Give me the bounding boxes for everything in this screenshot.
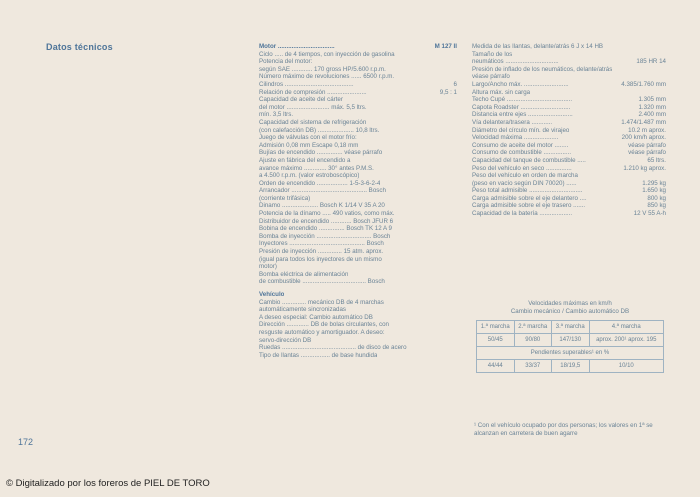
spec-value: [664, 89, 666, 97]
spec-label: Capacidad del tanque de combustible .....: [472, 156, 586, 164]
spec-value: [455, 306, 457, 314]
spec-value: véase párrafo: [628, 149, 666, 157]
gear-2-header: 2.ª marcha: [514, 321, 552, 334]
spec-label: Consumo de combustible ................: [472, 149, 572, 157]
speed-values-row: [477, 334, 664, 347]
spec-value: [455, 240, 457, 248]
spec-row: [259, 157, 457, 165]
spec-label: Techo Cupé ......................................: [472, 96, 573, 104]
spec-row: [259, 256, 457, 264]
spec-label: Orden de encendido .................. 1-5-3-6-2-4: [259, 179, 381, 187]
spec-row: [259, 89, 457, 97]
vehicle-specs-column: [472, 43, 666, 218]
spec-value: 850 kg: [647, 202, 666, 210]
slopes-label-row: [477, 347, 664, 360]
gear-3-header: 3.ª marcha: [552, 321, 590, 334]
spec-value: [664, 43, 666, 51]
page-title: Datos técnicos: [46, 42, 113, 52]
spec-value: [455, 256, 457, 264]
spec-row: [259, 111, 457, 119]
spec-label: Presión de inflado de los neumáticos, delante/atrás: [472, 65, 613, 73]
spec-row: [472, 119, 666, 127]
spec-value: [455, 225, 457, 233]
spec-label: Altura máx. sin carga: [472, 88, 531, 96]
spec-value: [455, 51, 457, 59]
spec-row: [472, 111, 666, 119]
gear-2-speed: 90/80: [514, 334, 552, 347]
page-number: 172: [18, 437, 34, 447]
slopes-values-row: [477, 360, 664, 373]
spec-label: Distancia entre ejes ..........................: [472, 111, 573, 119]
spec-row: [259, 81, 457, 89]
spec-value: 1.650 kg: [642, 187, 666, 195]
spec-value: M 127 II: [434, 43, 457, 50]
spec-row: [259, 66, 457, 74]
spec-value: [455, 157, 457, 165]
spec-value: [455, 337, 457, 345]
spec-row: [259, 96, 457, 104]
spec-label: (peso en vacío según DIN 70020) ......: [472, 179, 577, 187]
spec-value: 800 kg: [647, 194, 666, 202]
spec-label: Largo/Ancho máx. ..........................: [472, 80, 569, 88]
spec-row: [259, 180, 457, 188]
spec-label: Relación de compresión .......................: [259, 88, 367, 96]
spec-row: [259, 248, 457, 256]
spec-label: motor): [259, 263, 277, 271]
spec-row: [259, 104, 457, 112]
spec-label: Admisión 0,08 mm Escape 0,18 mm: [259, 141, 359, 149]
spec-value: 1.210 kg aprox.: [623, 164, 666, 172]
gear-2-slope: 33/37: [514, 360, 552, 373]
spec-value: 9,5 : 1: [439, 88, 457, 96]
spec-value: [455, 134, 457, 142]
spec-value: [664, 73, 666, 81]
spec-row: [472, 157, 666, 165]
spec-value: 200 km/h aprox.: [621, 134, 666, 142]
spec-value: [664, 66, 666, 74]
gear-4-slope: 10/10: [589, 360, 664, 373]
spec-value: 1.320 mm: [638, 103, 666, 111]
spec-row: [472, 210, 666, 218]
spec-row: [472, 81, 666, 89]
gear-1-slope: 44/44: [477, 360, 515, 373]
spec-label: (igual para todos los inyectores de un mismo: [259, 255, 382, 263]
spec-value: [455, 329, 457, 337]
spec-row: [259, 344, 457, 352]
spec-row: [259, 195, 457, 203]
spec-value: [455, 344, 457, 352]
spec-label: véase párrafo: [472, 73, 510, 81]
spec-value: 185 HR 14: [636, 58, 666, 66]
spec-row: [472, 51, 666, 59]
spec-value: 12 V 55 A-h: [633, 210, 666, 218]
speed-table: [476, 320, 664, 373]
spec-row: [472, 89, 666, 97]
spec-row: [472, 187, 666, 195]
spec-row: [472, 202, 666, 210]
spec-label: Presión de inyección .............. 15 atm. aprox.: [259, 248, 384, 256]
spec-value: [455, 195, 457, 203]
spec-value: [664, 172, 666, 180]
spec-label: Peso total admisible ...............................: [472, 187, 583, 195]
spec-label: Potencia del motor:: [259, 58, 313, 66]
spec-row: [472, 142, 666, 150]
spec-label: Carga admisible sobre el eje trasero .......: [472, 202, 586, 210]
spec-row: [472, 180, 666, 188]
spec-row: [472, 66, 666, 74]
spec-row: [472, 165, 666, 173]
spec-value: [455, 187, 457, 195]
spec-row: [472, 58, 666, 66]
spec-label: Tamaño de los: [472, 50, 513, 58]
spec-label: Dirección ............. DB de bolas circulantes, con: [259, 321, 389, 329]
spec-label: neumáticos ...............................: [472, 58, 559, 66]
spec-label: Carga admisible sobre el eje delantero ....: [472, 194, 587, 202]
spec-row: [259, 127, 457, 135]
spec-label: Peso del vehículo en seco ...............: [472, 164, 572, 172]
spec-value: véase párrafo: [628, 141, 666, 149]
spec-label: Arrancador ............................................ Bosch: [259, 187, 386, 195]
gear-1-speed: 50/45: [477, 334, 515, 347]
spec-value: [455, 291, 457, 299]
spec-value: [455, 149, 457, 157]
spec-row: [259, 51, 457, 59]
spec-row: [472, 134, 666, 142]
spec-label: Tipo de llantas ................. de base hundida: [259, 351, 378, 359]
spec-label: Bujías de encendido ............... véase párrafo: [259, 149, 383, 157]
spec-value: [455, 202, 457, 210]
spec-value: [455, 165, 457, 173]
spec-label: Distribuidor de encendido ............ Bosch JFUR 6: [259, 217, 394, 225]
spec-value: [455, 127, 457, 135]
section-heading: [259, 291, 457, 299]
gear-4-header: 4.ª marcha: [589, 321, 664, 334]
spec-label: Velocidad máxima ....................: [472, 134, 559, 142]
spec-value: 1.474/1.487 mm: [621, 118, 666, 126]
speed-table-title-line-2: Cambio mecánico / Cambio automático DB: [510, 307, 630, 315]
spec-row: [259, 225, 457, 233]
spec-row: [259, 271, 457, 279]
spec-label: Inyectores ............................................ Bosch: [259, 240, 384, 248]
spec-row: [259, 306, 457, 314]
spec-row: [259, 149, 457, 157]
spec-row: [259, 321, 457, 329]
spec-row: [259, 142, 457, 150]
spec-label: Capota Roadster .............................: [472, 103, 571, 111]
spec-label: Bobina de encendido ............... Bosch TK 12 A 9: [259, 225, 393, 233]
spec-row: [259, 172, 457, 180]
spec-label: Capacidad de aceite del cárter: [259, 96, 343, 104]
spec-value: 6: [453, 80, 457, 88]
spec-label: (corriente trifásica): [259, 194, 311, 202]
spec-label: Ruedas ........................................... de disco de acero: [259, 344, 407, 352]
section-heading: [259, 43, 457, 51]
spec-value: [455, 66, 457, 74]
spec-row: [259, 119, 457, 127]
gear-3-speed: 147/130: [552, 334, 590, 347]
spec-value: 4.385/1.760 mm: [621, 80, 666, 88]
spec-value: [455, 210, 457, 218]
spec-label: Peso del vehículo en orden de marcha: [472, 172, 578, 180]
spec-row: [259, 240, 457, 248]
spec-label: automáticamente sincronizadas: [259, 306, 347, 314]
spec-label: resguste automático y amortiguador. A deseo:: [259, 328, 385, 336]
spec-row: [259, 352, 457, 360]
spec-value: [455, 233, 457, 241]
spec-label: Diámetro del círculo mín. de virajeo: [472, 126, 570, 134]
spec-row: [472, 73, 666, 81]
spec-label: Capacidad de la batería ...................: [472, 210, 573, 218]
speed-table-title: [476, 300, 664, 315]
spec-label: Número máximo de revoluciones ...... 6500 r.p.m.: [259, 73, 395, 81]
spec-label: servo-dirección DB: [259, 336, 312, 344]
spec-label: Medida de las llantas, delante/atrás 6 J x 14 HB: [472, 43, 604, 50]
spec-value: [455, 278, 457, 286]
spec-value: [455, 119, 457, 127]
spec-row: [259, 299, 457, 307]
spec-value: 1.295 kg: [642, 179, 666, 187]
spec-label: Cilindros ........................................: [259, 80, 354, 88]
spec-label: Potencia de la dínamo ..... 490 vatios, como máx.: [259, 210, 395, 218]
spec-label: a 4.500 r.p.m. (valor estroboscópico): [259, 172, 360, 180]
spec-label: Capacidad del sistema de refrigeración: [259, 118, 367, 126]
spec-row: [259, 337, 457, 345]
spec-row: [259, 210, 457, 218]
spec-value: [455, 321, 457, 329]
spec-row: [259, 165, 457, 173]
spec-row: [259, 233, 457, 241]
spec-row: [259, 202, 457, 210]
spec-row: [259, 329, 457, 337]
spec-label: de combustible ..................................... Bosch: [259, 278, 385, 286]
spec-row: [259, 314, 457, 322]
spec-value: [455, 96, 457, 104]
speed-table-title-line-1: Velocidades máximas en km/h: [528, 300, 612, 307]
spec-row: [472, 195, 666, 203]
spec-value: [455, 58, 457, 66]
spec-label: Dinamo ..................... Bosch K 1/14 V 35 A 20: [259, 202, 385, 210]
spec-row: [259, 73, 457, 81]
spec-row: [472, 96, 666, 104]
spec-label: Motor .................................: [259, 43, 335, 50]
slopes-label: Pendientes superables¹ en %: [477, 347, 664, 360]
spec-value: 1.305 mm: [638, 96, 666, 104]
spec-value: [455, 104, 457, 112]
gear-4-speed: aprox. 200¹ aprox. 195: [589, 334, 664, 347]
spec-label: Bomba de inyección ................................ Bosch: [259, 232, 391, 240]
spec-label: Bomba eléctrica de alimentación: [259, 270, 349, 278]
spec-value: 65 ltrs.: [647, 156, 666, 164]
spec-label: (con calefacción DB) ..................... 10,8 ltrs.: [259, 126, 380, 134]
spec-row: [259, 263, 457, 271]
spec-row: [472, 127, 666, 135]
spec-label: avance máximo ............. 30° antes P.M.S.: [259, 164, 374, 172]
gear-3-slope: 18/19,5: [552, 360, 590, 373]
spec-row: [259, 134, 457, 142]
spec-value: [455, 142, 457, 150]
spec-value: 10.2 m aprox.: [628, 126, 666, 134]
spec-value: [455, 271, 457, 279]
spec-value: [455, 180, 457, 188]
spec-row: [472, 43, 666, 51]
spec-value: [455, 111, 457, 119]
gear-1-header: 1.ª marcha: [477, 321, 515, 334]
spec-label: Consumo de aceite del motor ........: [472, 141, 569, 149]
spec-row: [259, 187, 457, 195]
spec-value: [455, 314, 457, 322]
engine-specs-column: [259, 43, 457, 359]
spec-row: [472, 104, 666, 112]
spec-value: [455, 248, 457, 256]
spec-value: [455, 73, 457, 81]
spec-value: [455, 218, 457, 226]
spec-value: [455, 299, 457, 307]
spec-label: Juego de válvulas con el motor frío:: [259, 134, 357, 142]
spec-label: Vehículo: [259, 291, 285, 298]
spec-label: Vía delantera/trasera ............: [472, 118, 553, 126]
spec-value: [455, 352, 457, 360]
spec-row: [259, 278, 457, 286]
spec-value: 2.400 mm: [638, 111, 666, 119]
scan-credit: © Digitalizado por los foreros de PIEL DE TORO: [6, 478, 210, 489]
spec-label: Ciclo ..... de 4 tiempos, con inyección de gasolina: [259, 50, 395, 58]
spec-label: Ajuste en fábrica del encendido a: [259, 156, 351, 164]
speed-header-row: [477, 321, 664, 334]
spec-label: según SAE ............ 170 gross HP/5.600 r.p.m.: [259, 65, 386, 73]
spec-row: [259, 58, 457, 66]
spec-label: A deseo especial: Cambio automático DB: [259, 313, 373, 321]
spec-label: Cambio .............. mecánico DB de 4 marchas: [259, 298, 384, 306]
spec-value: [664, 51, 666, 59]
footnote: ¹ Con el vehículo ocupado por dos personas; los valores en 1ª se alcanzan en carretera de buen agarre: [474, 422, 653, 437]
spec-value: [455, 172, 457, 180]
spec-row: [472, 172, 666, 180]
spec-value: [455, 263, 457, 271]
spec-label: mín. 3,5 ltrs.: [259, 111, 294, 119]
spec-label: del motor ......................... máx. 5,5 ltrs.: [259, 103, 367, 111]
spec-row: [259, 218, 457, 226]
spec-row: [472, 149, 666, 157]
